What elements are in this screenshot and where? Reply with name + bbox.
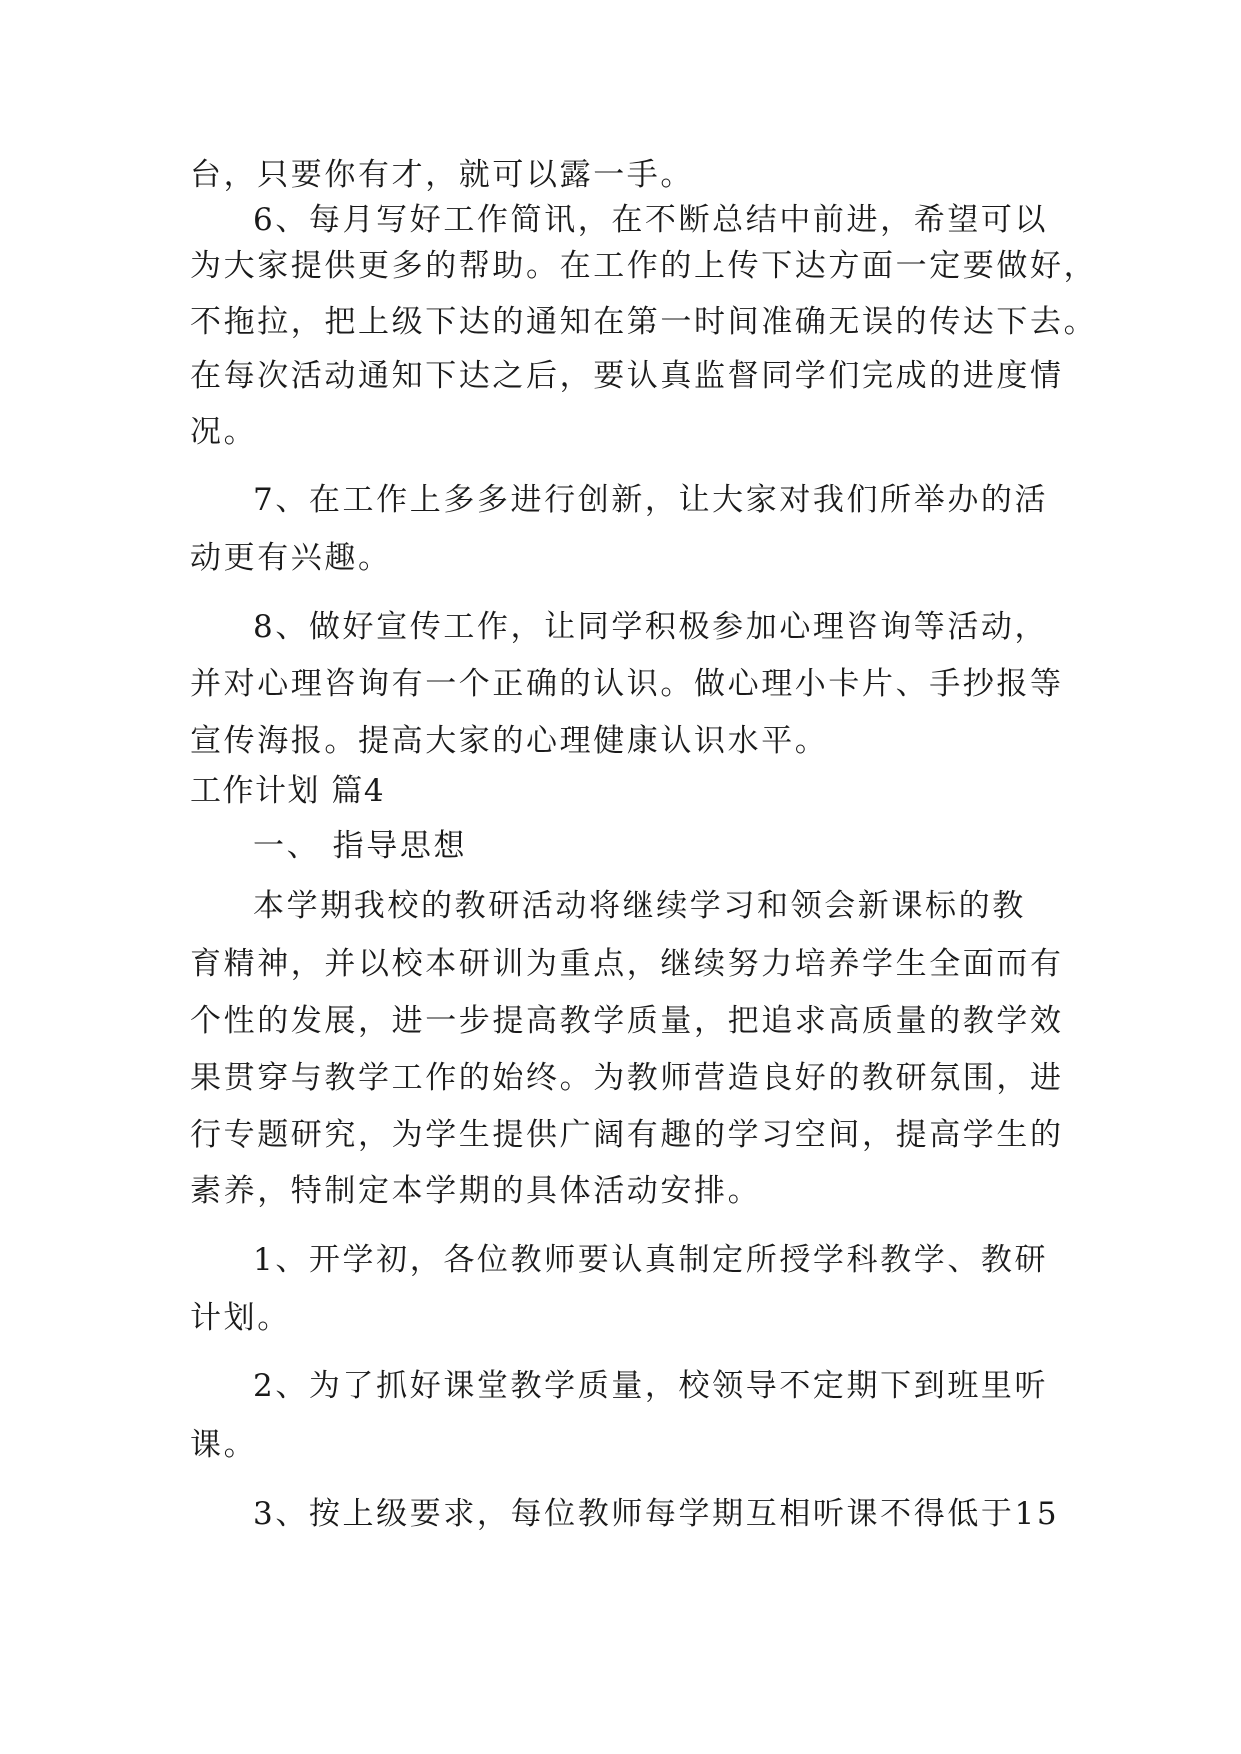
paragraph-line: 宣传海报。提高大家的心理健康认识水平。 bbox=[190, 723, 829, 759]
paragraph-line: 1、开学初，各位教师要认真制定所授学科教学、教研 bbox=[253, 1242, 1049, 1278]
paragraph-line: 并对心理咨询有一个正确的认识。做心理小卡片、手抄报等 bbox=[190, 666, 1064, 702]
paragraph-line: 台，只要你有才，就可以露一手。 bbox=[190, 157, 694, 193]
paragraph-line: 7、在工作上多多进行创新，让大家对我们所举办的活 bbox=[253, 482, 1049, 518]
paragraph-line: 6、每月写好工作简讯，在不断总结中前进，希望可以 bbox=[253, 202, 1049, 238]
paragraph-line: 本学期我校的教研活动将继续学习和领会新课标的教 bbox=[253, 888, 1026, 924]
paragraph-line: 不拖拉，把上级下达的通知在第一时间准确无误的传达下去。 bbox=[190, 304, 1098, 340]
paragraph-line: 育精神，并以校本研训为重点，继续努力培养学生全面而有 bbox=[190, 946, 1064, 982]
paragraph-line: 2、为了抓好课堂教学质量，校领导不定期下到班里听 bbox=[253, 1368, 1049, 1404]
paragraph-line: 素养，特制定本学期的具体活动安排。 bbox=[190, 1173, 762, 1209]
subsection-heading: 一、 指导思想 bbox=[253, 828, 468, 864]
paragraph-line: 行专题研究，为学生提供广阔有趣的学习空间，提高学生的 bbox=[190, 1117, 1064, 1153]
paragraph-line: 课。 bbox=[190, 1427, 258, 1463]
paragraph-line: 况。 bbox=[190, 414, 258, 450]
paragraph-line: 个性的发展，进一步提高教学质量，把追求高质量的教学效 bbox=[190, 1003, 1064, 1039]
paragraph-line: 8、做好宣传工作，让同学积极参加心理咨询等活动， bbox=[253, 609, 1049, 645]
paragraph-line: 为大家提供更多的帮助。在工作的上传下达方面一定要做好， bbox=[190, 248, 1098, 284]
paragraph-line: 动更有兴趣。 bbox=[190, 540, 392, 576]
section-heading: 工作计划 篇4 bbox=[190, 773, 386, 809]
paragraph-line: 3、按上级要求，每位教师每学期互相听课不得低于15 bbox=[253, 1496, 1060, 1532]
paragraph-line: 果贯穿与教学工作的始终。为教师营造良好的教研氛围，进 bbox=[190, 1060, 1064, 1096]
paragraph-line: 在每次活动通知下达之后，要认真监督同学们完成的进度情 bbox=[190, 358, 1064, 394]
paragraph-line: 计划。 bbox=[190, 1300, 291, 1336]
